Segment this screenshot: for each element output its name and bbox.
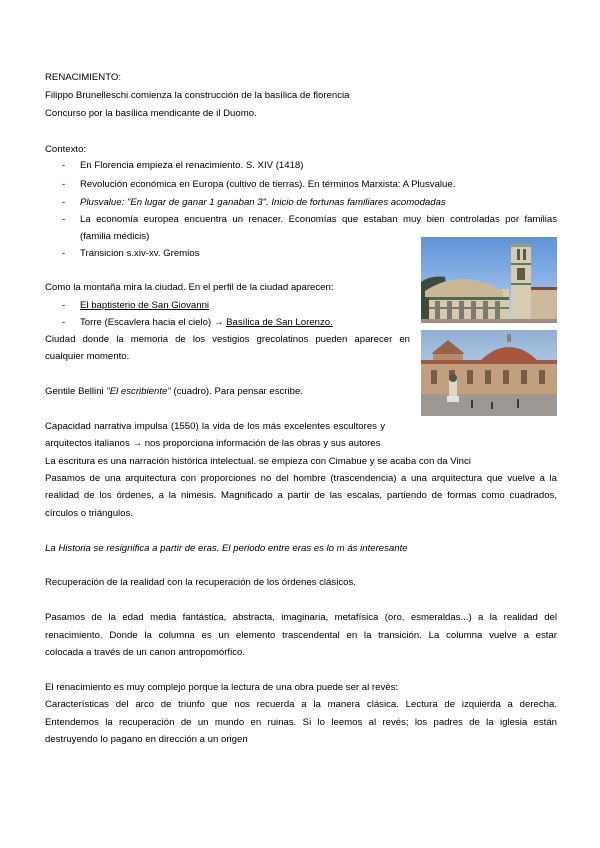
complex-line: Características del arco de triunfo que nos recuerda a la manera clásica. Lectura de izquierda a derecha. [45,699,557,710]
memory-line: Ciudad donde la memoria de los vestigios grecolatinos pueden aparecer en [45,334,410,345]
bullet-dash: - [62,300,66,311]
context-bullet: Plusvalue: "En lugar de ganar 1 ganaban 3". Inicio de fortunas familiares acomodadas [80,197,446,208]
narrative-line: círculos o triángulos. [45,508,133,519]
memory-line: cualquier momento. [45,351,130,362]
medieval-line: colocada a través de un canon antropomórfico. [45,647,245,658]
context-bullet: Transicion s.xiv-xv. Gremios [80,248,200,259]
complex-line: El renacimiento es muy complejo porque la lectura de una obra puede ser al revés: [45,682,399,693]
san-lorenzo-link[interactable]: Basílica de San Lorenzo. [226,317,333,328]
narrative-line: La escritura es una narración histórica intelectual. se empieza con Cimabue y se acaba con da Vinci [45,456,471,467]
bullet-dash: - [62,214,66,225]
recovery-line: Recuperación de la realidad con la recuperación de los órdenes clásicos. [45,577,356,588]
narrative-line: realidad de los órdenes, a la nimesis. Magnificado a partir de las escalas, partiendo de formas como cuadrados, [45,490,557,501]
context-bullet: En Florencia empieza el renacimiento. S. XIV (1418) [80,160,304,171]
bullet-dash: - [62,317,66,328]
context-label: Contexto: [45,144,87,155]
context-bullet: (familia médicis) [80,231,150,242]
narrative-line: Capacidad narrativa impulsa (1550) la vida de los más excelentes escultores y [45,421,385,432]
medieval-line: renacimiento. Donde la columna es un elemento trascendental en la transición. La columna vuelve a estar [45,630,557,641]
context-bullet: La economía europea encuentra un renacer. Economías que estaban muy bien controladas por familias [80,214,557,225]
tower-text: Torre (Escavlera hacia el cielo) → [80,317,227,328]
florence-duomo-photo [421,237,557,323]
bellini-line [45,386,303,398]
san-lorenzo-photo [421,330,557,416]
bellini-post: (cuadro). Para pensar escribe. [170,386,303,397]
narrative-line: arquitectos italianos → nos proporciona información de las obras y sus autores [45,438,381,449]
history-line: La Historia se resignifica a partir de eras. El periodo entre eras es lo m ás interesante [45,543,408,554]
heading: RENACIMIENTO: [45,72,122,83]
intro-line: Filippo Brunelleschi comienza la construcción de la basílica de florencia [45,90,350,101]
bullet-dash: - [62,179,66,190]
bellini-pre: Gentile Bellini [45,386,107,397]
bullet-dash: - [62,160,66,171]
narrative-line: Pasamos de una arquitectura con proporciones no del hombre (trascendencia) a una arquitectura que vuelve a la [45,473,557,484]
baptistery-link[interactable]: El baptisterio de San Giovanni [80,300,210,311]
complex-line: destruyendo lo pagano en dirección a un origen [45,734,248,745]
intro-line: Concurso por la basílica mendicante de il Duomo. [45,108,257,119]
city-line: Como la montaña mira la ciudad. En el perfil de la ciudad aparecen: [45,282,334,293]
tower-bullet [80,317,333,329]
bellini-title: "El escribiente" [106,386,171,397]
context-bullet: Revolución económica en Europa (cultivo de tierras). En términos Marxista: A Plusvalue. [80,179,456,190]
bullet-dash: - [62,197,66,208]
san-lorenzo-illustration [421,330,557,416]
bullet-dash: - [62,248,66,259]
duomo-illustration [421,237,557,323]
complex-line: Entendemos la recuperación de un mundo en ruinas. Si lo leemos al revés; los padres de la iglesia están [45,717,557,728]
medieval-line: Pasamos de la edad media fantástica, abstracta, imaginaria, metafísica (oro, esmeraldas...) a la realidad del [45,612,557,623]
